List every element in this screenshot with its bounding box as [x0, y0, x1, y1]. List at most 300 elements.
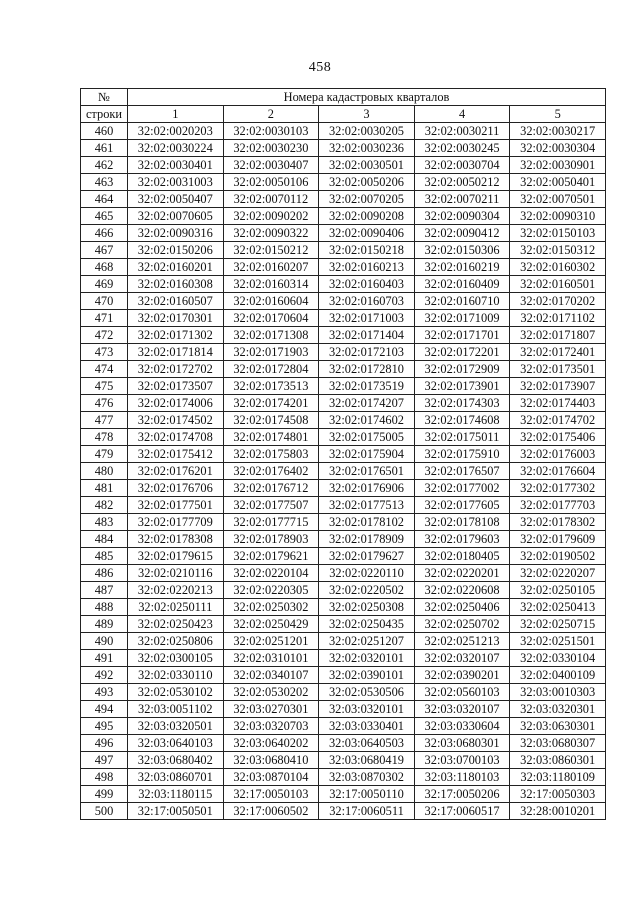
cadastral-number-cell: 32:02:0220305 [223, 582, 319, 599]
cadastral-quarters-table [80, 88, 606, 820]
cadastral-number-cell: 32:02:0560103 [414, 684, 510, 701]
header-group-title: Номера кадастровых кварталов [128, 89, 606, 106]
table-header-row-1 [81, 89, 606, 106]
cadastral-number-cell: 32:02:0170202 [510, 293, 606, 310]
cadastral-number-cell: 32:02:0030304 [510, 140, 606, 157]
cadastral-number-cell: 32:02:0171009 [414, 310, 510, 327]
cadastral-number-cell: 32:02:0090310 [510, 208, 606, 225]
cadastral-number-cell: 32:02:0174508 [223, 412, 319, 429]
cadastral-number-cell: 32:03:0010303 [510, 684, 606, 701]
cadastral-number-cell: 32:03:0700103 [414, 752, 510, 769]
header-column-3: 3 [319, 106, 415, 123]
cadastral-number-cell: 32:02:0176604 [510, 463, 606, 480]
table-row [81, 310, 606, 327]
cadastral-number-cell: 32:02:0171003 [319, 310, 415, 327]
row-number-cell: 467 [81, 242, 128, 259]
cadastral-number-cell: 32:02:0220207 [510, 565, 606, 582]
row-number-cell: 473 [81, 344, 128, 361]
row-number-cell: 470 [81, 293, 128, 310]
cadastral-number-cell: 32:03:0680301 [414, 735, 510, 752]
cadastral-number-cell: 32:03:0860701 [128, 769, 224, 786]
cadastral-number-cell: 32:02:0172401 [510, 344, 606, 361]
cadastral-number-cell: 32:03:0640202 [223, 735, 319, 752]
cadastral-number-cell: 32:02:0171102 [510, 310, 606, 327]
cadastral-number-cell: 32:17:0060511 [319, 803, 415, 820]
table-row [81, 786, 606, 803]
cadastral-number-cell: 32:02:0250111 [128, 599, 224, 616]
page-number: 458 [308, 60, 332, 75]
table-row [81, 803, 606, 820]
cadastral-number-cell: 32:02:0330104 [510, 650, 606, 667]
cadastral-number-cell: 32:02:0160501 [510, 276, 606, 293]
cadastral-number-cell: 32:02:0250308 [319, 599, 415, 616]
cadastral-number-cell: 32:02:0070501 [510, 191, 606, 208]
cadastral-number-cell: 32:03:0680307 [510, 735, 606, 752]
cadastral-number-cell: 32:02:0175011 [414, 429, 510, 446]
cadastral-number-cell: 32:17:0050103 [223, 786, 319, 803]
cadastral-number-cell: 32:02:0176712 [223, 480, 319, 497]
header-column-4: 4 [414, 106, 510, 123]
row-number-cell: 479 [81, 446, 128, 463]
cadastral-number-cell: 32:03:0640103 [128, 735, 224, 752]
cadastral-number-cell: 32:02:0173513 [223, 378, 319, 395]
cadastral-number-cell: 32:02:0090202 [223, 208, 319, 225]
cadastral-number-cell: 32:02:0400109 [510, 667, 606, 684]
row-number-cell: 495 [81, 718, 128, 735]
cadastral-number-cell: 32:02:0178308 [128, 531, 224, 548]
cadastral-number-cell: 32:02:0030401 [128, 157, 224, 174]
cadastral-number-cell: 32:02:0177501 [128, 497, 224, 514]
cadastral-number-cell: 32:02:0031003 [128, 174, 224, 191]
cadastral-number-cell: 32:02:0174207 [319, 395, 415, 412]
cadastral-number-cell: 32:02:0220110 [319, 565, 415, 582]
table-row [81, 378, 606, 395]
cadastral-number-cell: 32:17:0050501 [128, 803, 224, 820]
row-number-cell: 487 [81, 582, 128, 599]
cadastral-number-cell: 32:02:0190502 [510, 548, 606, 565]
cadastral-number-cell: 32:02:0250406 [414, 599, 510, 616]
row-number-cell: 493 [81, 684, 128, 701]
cadastral-number-cell: 32:02:0176706 [128, 480, 224, 497]
cadastral-number-cell: 32:02:0030704 [414, 157, 510, 174]
cadastral-number-cell: 32:02:0150312 [510, 242, 606, 259]
row-number-cell: 462 [81, 157, 128, 174]
cadastral-number-cell: 32:03:1180103 [414, 769, 510, 786]
cadastral-number-cell: 32:02:0090208 [319, 208, 415, 225]
cadastral-number-cell: 32:02:0340107 [223, 667, 319, 684]
cadastral-number-cell: 32:02:0178102 [319, 514, 415, 531]
table-row [81, 565, 606, 582]
cadastral-number-cell: 32:02:0030230 [223, 140, 319, 157]
cadastral-number-cell: 32:02:0176501 [319, 463, 415, 480]
cadastral-number-cell: 32:02:0251213 [414, 633, 510, 650]
cadastral-number-cell: 32:02:0173519 [319, 378, 415, 395]
cadastral-number-cell: 32:02:0172909 [414, 361, 510, 378]
table-row [81, 140, 606, 157]
cadastral-number-cell: 32:02:0174602 [319, 412, 415, 429]
cadastral-number-cell: 32:02:0150103 [510, 225, 606, 242]
cadastral-number-cell: 32:02:0179603 [414, 531, 510, 548]
cadastral-number-cell: 32:03:0320107 [414, 701, 510, 718]
cadastral-number-cell: 32:02:0530202 [223, 684, 319, 701]
cadastral-number-cell: 32:03:1180115 [128, 786, 224, 803]
cadastral-number-cell: 32:02:0030103 [223, 123, 319, 140]
table-row [81, 616, 606, 633]
row-number-cell: 477 [81, 412, 128, 429]
cadastral-number-cell: 32:02:0175412 [128, 446, 224, 463]
cadastral-number-cell: 32:02:0174303 [414, 395, 510, 412]
cadastral-number-cell: 32:02:0160207 [223, 259, 319, 276]
table-row [81, 582, 606, 599]
cadastral-number-cell: 32:02:0250429 [223, 616, 319, 633]
row-number-cell: 492 [81, 667, 128, 684]
table-row [81, 208, 606, 225]
cadastral-number-cell: 32:03:0320301 [510, 701, 606, 718]
cadastral-number-cell: 32:17:0050110 [319, 786, 415, 803]
cadastral-number-cell: 32:02:0530102 [128, 684, 224, 701]
cadastral-number-cell: 32:02:0178108 [414, 514, 510, 531]
table-row [81, 514, 606, 531]
cadastral-number-cell: 32:02:0030211 [414, 123, 510, 140]
cadastral-number-cell: 32:02:0030236 [319, 140, 415, 157]
cadastral-number-cell: 32:02:0050106 [223, 174, 319, 191]
cadastral-number-cell: 32:02:0090412 [414, 225, 510, 242]
cadastral-number-cell: 32:02:0179609 [510, 531, 606, 548]
cadastral-number-cell: 32:02:0177302 [510, 480, 606, 497]
cadastral-number-cell: 32:02:0050212 [414, 174, 510, 191]
header-row-label: строки [81, 106, 128, 123]
cadastral-number-cell: 32:02:0070211 [414, 191, 510, 208]
cadastral-number-cell: 32:02:0179627 [319, 548, 415, 565]
cadastral-number-cell: 32:02:0030205 [319, 123, 415, 140]
cadastral-number-cell: 32:02:0176003 [510, 446, 606, 463]
cadastral-number-cell: 32:03:0330604 [414, 718, 510, 735]
header-number-symbol: № [81, 89, 128, 106]
cadastral-number-cell: 32:02:0174801 [223, 429, 319, 446]
row-number-cell: 497 [81, 752, 128, 769]
row-number-cell: 488 [81, 599, 128, 616]
cadastral-number-cell: 32:02:0176402 [223, 463, 319, 480]
cadastral-number-cell: 32:02:0050401 [510, 174, 606, 191]
row-number-cell: 499 [81, 786, 128, 803]
cadastral-number-cell: 32:02:0220608 [414, 582, 510, 599]
cadastral-number-cell: 32:02:0250105 [510, 582, 606, 599]
table-body [81, 123, 606, 820]
row-number-cell: 476 [81, 395, 128, 412]
cadastral-number-cell: 32:02:0171807 [510, 327, 606, 344]
cadastral-number-cell: 32:02:0177715 [223, 514, 319, 531]
cadastral-number-cell: 32:02:0320101 [319, 650, 415, 667]
cadastral-number-cell: 32:02:0172103 [319, 344, 415, 361]
table-row [81, 157, 606, 174]
row-number-cell: 485 [81, 548, 128, 565]
table-row [81, 259, 606, 276]
header-column-5: 5 [510, 106, 606, 123]
cadastral-number-cell: 32:02:0173901 [414, 378, 510, 395]
cadastral-number-cell: 32:02:0070605 [128, 208, 224, 225]
cadastral-number-cell: 32:17:0050303 [510, 786, 606, 803]
cadastral-number-cell: 32:02:0170604 [223, 310, 319, 327]
table-row [81, 344, 606, 361]
cadastral-number-cell: 32:17:0050206 [414, 786, 510, 803]
cadastral-number-cell: 32:02:0070112 [223, 191, 319, 208]
row-number-cell: 490 [81, 633, 128, 650]
cadastral-number-cell: 32:03:0320101 [319, 701, 415, 718]
header-column-2: 2 [223, 106, 319, 123]
cadastral-number-cell: 32:02:0070205 [319, 191, 415, 208]
cadastral-number-cell: 32:02:0250806 [128, 633, 224, 650]
table-header-row-2 [81, 106, 606, 123]
cadastral-number-cell: 32:02:0175406 [510, 429, 606, 446]
cadastral-number-cell: 32:02:0090316 [128, 225, 224, 242]
cadastral-number-cell: 32:02:0030224 [128, 140, 224, 157]
cadastral-number-cell: 32:02:0173501 [510, 361, 606, 378]
cadastral-number-cell: 32:02:0220201 [414, 565, 510, 582]
cadastral-number-cell: 32:02:0390101 [319, 667, 415, 684]
row-number-cell: 463 [81, 174, 128, 191]
cadastral-number-cell: 32:02:0030407 [223, 157, 319, 174]
table-row [81, 650, 606, 667]
cadastral-number-cell: 32:17:0060517 [414, 803, 510, 820]
table-row [81, 412, 606, 429]
cadastral-number-cell: 32:02:0220213 [128, 582, 224, 599]
row-number-cell: 489 [81, 616, 128, 633]
cadastral-number-cell: 32:02:0174608 [414, 412, 510, 429]
cadastral-number-cell: 32:03:0640503 [319, 735, 415, 752]
cadastral-number-cell: 32:02:0050206 [319, 174, 415, 191]
cadastral-number-cell: 32:03:0051102 [128, 701, 224, 718]
row-number-cell: 484 [81, 531, 128, 548]
cadastral-number-cell: 32:02:0160703 [319, 293, 415, 310]
row-number-cell: 494 [81, 701, 128, 718]
cadastral-number-cell: 32:02:0175803 [223, 446, 319, 463]
cadastral-number-cell: 32:02:0030217 [510, 123, 606, 140]
table-row [81, 752, 606, 769]
cadastral-number-cell: 32:02:0390201 [414, 667, 510, 684]
cadastral-number-cell: 32:03:0270301 [223, 701, 319, 718]
row-number-cell: 472 [81, 327, 128, 344]
row-number-cell: 482 [81, 497, 128, 514]
cadastral-number-cell: 32:02:0090406 [319, 225, 415, 242]
cadastral-number-cell: 32:02:0178903 [223, 531, 319, 548]
row-number-cell: 498 [81, 769, 128, 786]
table-row [81, 174, 606, 191]
cadastral-number-cell: 32:02:0030245 [414, 140, 510, 157]
cadastral-number-cell: 32:02:0300105 [128, 650, 224, 667]
cadastral-number-cell: 32:28:0010201 [510, 803, 606, 820]
table-row [81, 531, 606, 548]
row-number-cell: 466 [81, 225, 128, 242]
row-number-cell: 471 [81, 310, 128, 327]
cadastral-number-cell: 32:02:0175005 [319, 429, 415, 446]
table-row [81, 633, 606, 650]
row-number-cell: 480 [81, 463, 128, 480]
table-row [81, 395, 606, 412]
table-row [81, 293, 606, 310]
row-number-cell: 474 [81, 361, 128, 378]
cadastral-number-cell: 32:02:0160308 [128, 276, 224, 293]
row-number-cell: 460 [81, 123, 128, 140]
cadastral-number-cell: 32:02:0172702 [128, 361, 224, 378]
row-number-cell: 464 [81, 191, 128, 208]
cadastral-number-cell: 32:03:0680402 [128, 752, 224, 769]
cadastral-number-cell: 32:02:0250435 [319, 616, 415, 633]
cadastral-number-cell: 32:02:0150212 [223, 242, 319, 259]
table-row [81, 361, 606, 378]
cadastral-number-cell: 32:03:0630301 [510, 718, 606, 735]
cadastral-number-cell: 32:03:0870302 [319, 769, 415, 786]
cadastral-number-cell: 32:03:0680419 [319, 752, 415, 769]
cadastral-number-cell: 32:02:0177703 [510, 497, 606, 514]
cadastral-number-cell: 32:02:0160604 [223, 293, 319, 310]
cadastral-number-cell: 32:03:0870104 [223, 769, 319, 786]
cadastral-number-cell: 32:02:0177002 [414, 480, 510, 497]
cadastral-number-cell: 32:02:0179621 [223, 548, 319, 565]
table-row [81, 276, 606, 293]
cadastral-number-cell: 32:02:0220502 [319, 582, 415, 599]
row-number-cell: 486 [81, 565, 128, 582]
row-number-cell: 496 [81, 735, 128, 752]
row-number-cell: 469 [81, 276, 128, 293]
cadastral-number-cell: 32:02:0174006 [128, 395, 224, 412]
cadastral-number-cell: 32:02:0160507 [128, 293, 224, 310]
table-row [81, 667, 606, 684]
cadastral-number-cell: 32:02:0250413 [510, 599, 606, 616]
cadastral-number-cell: 32:02:0174502 [128, 412, 224, 429]
cadastral-number-cell: 32:03:0320501 [128, 718, 224, 735]
cadastral-number-cell: 32:02:0330110 [128, 667, 224, 684]
cadastral-number-cell: 32:02:0320107 [414, 650, 510, 667]
cadastral-number-cell: 32:02:0210116 [128, 565, 224, 582]
cadastral-number-cell: 32:02:0171814 [128, 344, 224, 361]
cadastral-number-cell: 32:02:0160213 [319, 259, 415, 276]
table-row [81, 769, 606, 786]
table-row [81, 735, 606, 752]
cadastral-number-cell: 32:02:0176906 [319, 480, 415, 497]
cadastral-number-cell: 32:02:0174702 [510, 412, 606, 429]
cadastral-number-cell: 32:02:0170301 [128, 310, 224, 327]
cadastral-number-cell: 32:02:0177507 [223, 497, 319, 514]
cadastral-number-cell: 32:02:0030901 [510, 157, 606, 174]
cadastral-number-cell: 32:02:0173507 [128, 378, 224, 395]
table-row [81, 123, 606, 140]
cadastral-number-cell: 32:02:0530506 [319, 684, 415, 701]
cadastral-number-cell: 32:03:0320703 [223, 718, 319, 735]
cadastral-number-cell: 32:02:0250715 [510, 616, 606, 633]
cadastral-number-cell: 32:02:0251207 [319, 633, 415, 650]
table-row [81, 429, 606, 446]
cadastral-number-cell: 32:02:0171308 [223, 327, 319, 344]
cadastral-number-cell: 32:02:0172804 [223, 361, 319, 378]
cadastral-number-cell: 32:02:0171701 [414, 327, 510, 344]
cadastral-number-cell: 32:02:0220104 [223, 565, 319, 582]
cadastral-number-cell: 32:02:0250302 [223, 599, 319, 616]
row-number-cell: 481 [81, 480, 128, 497]
cadastral-number-cell: 32:03:0860301 [510, 752, 606, 769]
cadastral-number-cell: 32:02:0160314 [223, 276, 319, 293]
cadastral-number-cell: 32:02:0174708 [128, 429, 224, 446]
cadastral-number-cell: 32:02:0150218 [319, 242, 415, 259]
table-row [81, 599, 606, 616]
row-number-cell: 500 [81, 803, 128, 820]
cadastral-number-cell: 32:02:0171903 [223, 344, 319, 361]
table-row [81, 497, 606, 514]
cadastral-number-cell: 32:02:0150306 [414, 242, 510, 259]
cadastral-number-cell: 32:02:0175904 [319, 446, 415, 463]
cadastral-number-cell: 32:02:0175910 [414, 446, 510, 463]
cadastral-number-cell: 32:02:0020203 [128, 123, 224, 140]
cadastral-number-cell: 32:02:0160302 [510, 259, 606, 276]
table-row [81, 701, 606, 718]
cadastral-number-cell: 32:03:1180109 [510, 769, 606, 786]
row-number-cell: 461 [81, 140, 128, 157]
cadastral-number-cell: 32:17:0060502 [223, 803, 319, 820]
cadastral-number-cell: 32:02:0176201 [128, 463, 224, 480]
table-row [81, 718, 606, 735]
cadastral-number-cell: 32:02:0160219 [414, 259, 510, 276]
cadastral-number-cell: 32:02:0090322 [223, 225, 319, 242]
cadastral-number-cell: 32:02:0250702 [414, 616, 510, 633]
cadastral-number-cell: 32:03:0680410 [223, 752, 319, 769]
cadastral-number-cell: 32:02:0172810 [319, 361, 415, 378]
table-row [81, 463, 606, 480]
row-number-cell: 483 [81, 514, 128, 531]
cadastral-number-cell: 32:02:0160403 [319, 276, 415, 293]
table-row [81, 327, 606, 344]
cadastral-number-cell: 32:02:0177709 [128, 514, 224, 531]
row-number-cell: 478 [81, 429, 128, 446]
cadastral-number-cell: 32:02:0160201 [128, 259, 224, 276]
row-number-cell: 468 [81, 259, 128, 276]
cadastral-number-cell: 32:02:0030501 [319, 157, 415, 174]
table-row [81, 225, 606, 242]
table-row [81, 548, 606, 565]
cadastral-number-cell: 32:02:0251201 [223, 633, 319, 650]
cadastral-number-cell: 32:02:0150206 [128, 242, 224, 259]
cadastral-number-cell: 32:03:0330401 [319, 718, 415, 735]
cadastral-number-cell: 32:02:0160409 [414, 276, 510, 293]
row-number-cell: 465 [81, 208, 128, 225]
cadastral-number-cell: 32:02:0310101 [223, 650, 319, 667]
cadastral-number-cell: 32:02:0174201 [223, 395, 319, 412]
table-row [81, 480, 606, 497]
cadastral-number-cell: 32:02:0179615 [128, 548, 224, 565]
table-row [81, 446, 606, 463]
cadastral-number-cell: 32:02:0171404 [319, 327, 415, 344]
cadastral-number-cell: 32:02:0171302 [128, 327, 224, 344]
cadastral-number-cell: 32:02:0178909 [319, 531, 415, 548]
header-column-1: 1 [128, 106, 224, 123]
table-row [81, 242, 606, 259]
cadastral-number-cell: 32:02:0251501 [510, 633, 606, 650]
cadastral-number-cell: 32:02:0090304 [414, 208, 510, 225]
cadastral-number-cell: 32:02:0172201 [414, 344, 510, 361]
cadastral-number-cell: 32:02:0050407 [128, 191, 224, 208]
cadastral-number-cell: 32:02:0178302 [510, 514, 606, 531]
cadastral-number-cell: 32:02:0174403 [510, 395, 606, 412]
row-number-cell: 491 [81, 650, 128, 667]
table-row [81, 684, 606, 701]
cadastral-number-cell: 32:02:0250423 [128, 616, 224, 633]
cadastral-number-cell: 32:02:0177605 [414, 497, 510, 514]
cadastral-number-cell: 32:02:0180405 [414, 548, 510, 565]
row-number-cell: 475 [81, 378, 128, 395]
cadastral-number-cell: 32:02:0176507 [414, 463, 510, 480]
cadastral-number-cell: 32:02:0160710 [414, 293, 510, 310]
cadastral-number-cell: 32:02:0177513 [319, 497, 415, 514]
table-row [81, 191, 606, 208]
cadastral-number-cell: 32:02:0173907 [510, 378, 606, 395]
